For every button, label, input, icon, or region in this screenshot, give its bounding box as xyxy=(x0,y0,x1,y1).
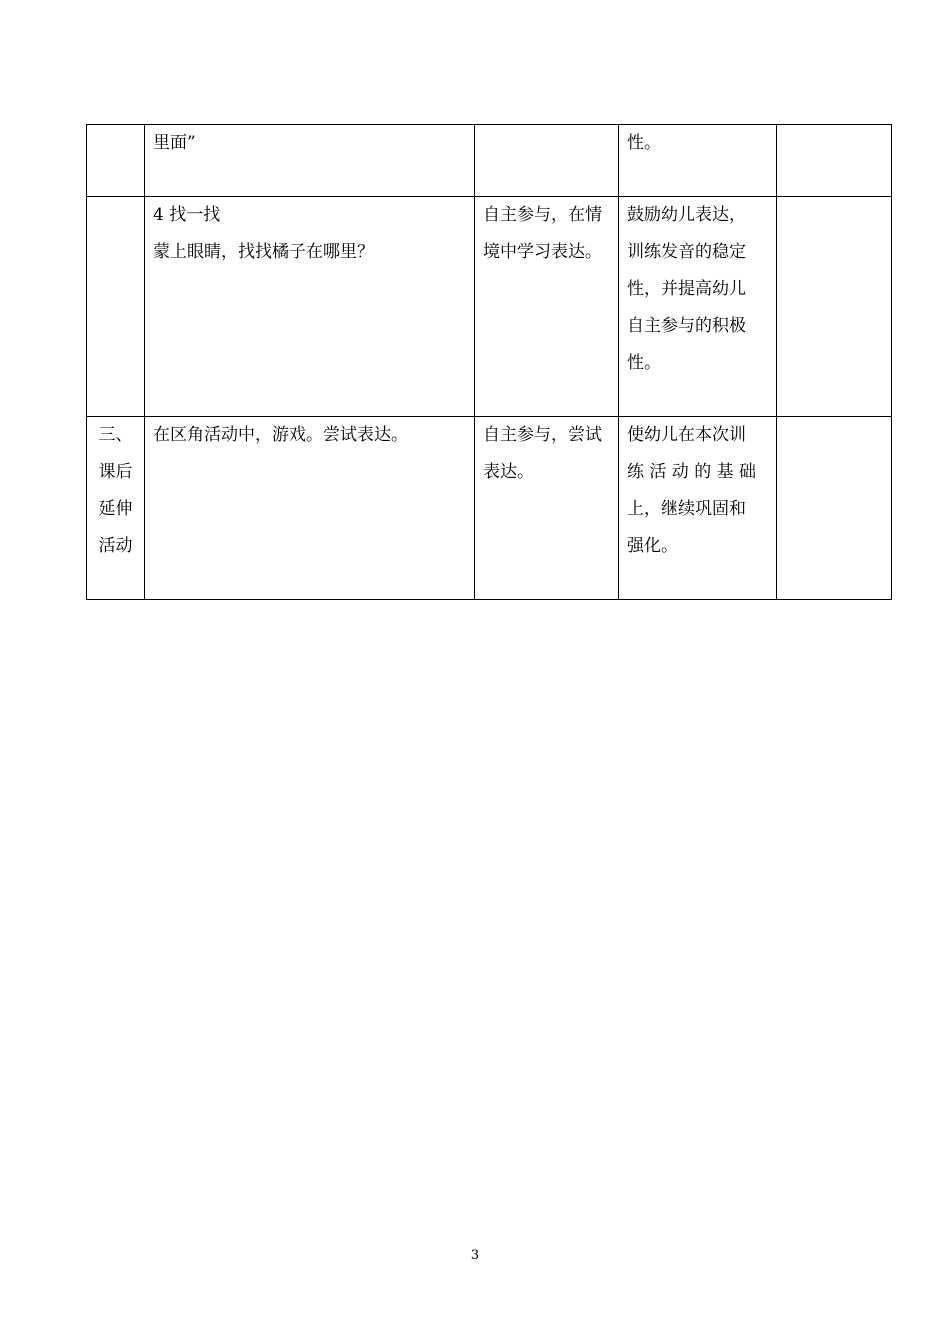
content-line: 里面” xyxy=(153,133,196,153)
goal-line: 鼓励幼儿表达， xyxy=(627,205,746,225)
child-activity-line: 自主参与，尝试 xyxy=(483,425,602,445)
stage-cell xyxy=(87,125,145,197)
goal-cell xyxy=(619,197,777,417)
content-line: 蒙上眼睛，找找橘子在哪里？ xyxy=(153,242,374,262)
page-number: 3 xyxy=(470,1248,480,1263)
goal-line: 使幼儿在本次训 xyxy=(627,425,746,445)
table-row xyxy=(87,197,892,417)
table-row xyxy=(87,125,892,197)
child-activity-line: 自主参与，在情 xyxy=(483,205,602,225)
lesson-plan-table xyxy=(86,124,892,600)
child-activity-cell xyxy=(475,125,619,197)
goal-line: 练 活 动 的 基 础 xyxy=(627,462,757,482)
table-row xyxy=(87,417,892,600)
stage-line: 延伸 xyxy=(98,499,133,519)
child-activity-cell xyxy=(475,197,619,417)
goal-line: 上，继续巩固和 xyxy=(627,499,746,519)
stage-cell xyxy=(87,197,145,417)
goal-line: 性。 xyxy=(627,133,661,153)
note-cell xyxy=(777,197,892,417)
child-activity-line: 境中学习表达。 xyxy=(483,242,602,262)
child-activity-line: 表达。 xyxy=(483,462,534,482)
stage-line: 活动 xyxy=(98,536,133,556)
note-cell xyxy=(777,125,892,197)
goal-cell xyxy=(619,125,777,197)
content-line: 在区角活动中，游戏。尝试表达。 xyxy=(153,425,408,445)
stage-cell xyxy=(87,417,145,600)
content-line: 4 找一找 xyxy=(153,205,221,225)
goal-line: 性，并提高幼儿 xyxy=(627,279,746,299)
stage-line: 三、 xyxy=(98,425,133,445)
content-cell xyxy=(145,125,475,197)
goal-cell xyxy=(619,417,777,600)
content-cell xyxy=(145,197,475,417)
child-activity-cell xyxy=(475,417,619,600)
goal-line: 性。 xyxy=(627,353,661,373)
goal-line: 强化。 xyxy=(627,536,678,556)
goal-line: 自主参与的积极 xyxy=(627,316,746,336)
content-cell xyxy=(145,417,475,600)
goal-line: 训练发音的稳定 xyxy=(627,242,746,262)
stage-line: 课后 xyxy=(98,462,133,482)
note-cell xyxy=(777,417,892,600)
